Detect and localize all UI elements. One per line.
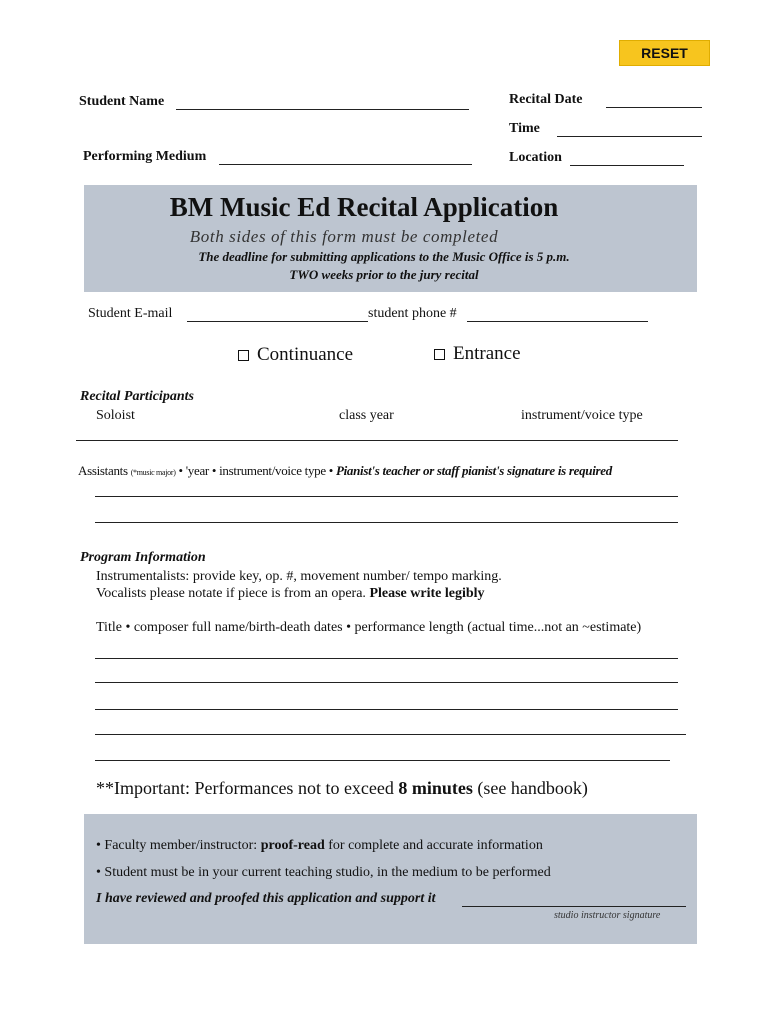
continuance-option[interactable] xyxy=(238,344,353,366)
important-note xyxy=(96,778,588,799)
time-label: Time xyxy=(509,121,540,136)
assistants-fields: • 'year • instrument/voice type • xyxy=(178,463,334,478)
faculty-line-2: • Student must be in your current teaching studio, in the medium to be performed xyxy=(96,865,551,880)
program-entry-line-5[interactable] xyxy=(95,760,670,761)
phone-label: student phone # xyxy=(368,306,457,321)
write-legibly-note: Please write legibly xyxy=(369,586,485,601)
signature-caption: studio instructor signature xyxy=(554,910,661,921)
reset-button[interactable]: RESET xyxy=(619,40,710,66)
phone-field[interactable] xyxy=(467,306,648,322)
location-label: Location xyxy=(509,150,562,165)
program-entry-line-3[interactable] xyxy=(95,709,678,710)
email-field[interactable] xyxy=(187,306,368,322)
assistants-line xyxy=(78,463,612,479)
assistant-entry-line-1[interactable] xyxy=(95,496,678,497)
soloist-entry-line[interactable] xyxy=(76,440,678,441)
student-name-field[interactable] xyxy=(176,94,469,110)
class-year-label: class year xyxy=(339,408,394,423)
banner-subtitle: Both sides of this form must be completed xyxy=(189,227,499,246)
instructor-signature-field[interactable] xyxy=(462,891,686,907)
signature-required-note: Pianist's teacher or staff pianist's signature is required xyxy=(335,463,612,478)
continuance-label: Continuance xyxy=(257,344,354,365)
participants-heading: Recital Participants xyxy=(80,389,194,404)
program-heading: Program Information xyxy=(80,550,206,565)
vocalists-note xyxy=(96,586,485,602)
entrance-label: Entrance xyxy=(453,343,521,364)
program-entry-line-1[interactable] xyxy=(95,658,678,659)
faculty-line-1-bold: proof-read xyxy=(260,838,325,853)
program-entry-line-4[interactable] xyxy=(95,734,686,735)
location-field[interactable] xyxy=(570,150,684,166)
important-suffix: (see handbook) xyxy=(477,778,588,798)
recital-date-label: Recital Date xyxy=(509,92,583,107)
entrance-checkbox[interactable] xyxy=(434,349,445,360)
faculty-line-1 xyxy=(96,838,543,854)
important-prefix: **Important: Performances not to exceed xyxy=(96,778,394,798)
vocalists-text: Vocalists please notate if piece is from an opera. xyxy=(96,586,366,601)
email-label: Student E-mail xyxy=(88,306,173,321)
page-title: BM Music Ed Recital Application xyxy=(169,192,559,222)
assistants-label: Assistants xyxy=(78,463,128,478)
student-name-label: Student Name xyxy=(79,94,165,109)
reviewed-statement: I have reviewed and proofed this application and support it xyxy=(96,891,436,906)
title-instructions: Title • composer full name/birth-death dates • performance length (actual time...not an ~estimate) xyxy=(96,620,642,635)
performing-medium-label: Performing Medium xyxy=(83,149,207,164)
faculty-line-1-suffix: for complete and accurate information xyxy=(328,838,543,853)
assistant-entry-line-2[interactable] xyxy=(95,522,678,523)
continuance-checkbox[interactable] xyxy=(238,350,249,361)
performing-medium-field[interactable] xyxy=(219,149,472,165)
program-entry-line-2[interactable] xyxy=(95,682,678,683)
entrance-option[interactable] xyxy=(434,343,521,365)
important-minutes: 8 minutes xyxy=(398,778,473,798)
deadline-line-1: The deadline for submitting applications to the Music Office is 5 p.m. xyxy=(198,249,570,264)
music-major-note: (*music major) xyxy=(130,468,176,477)
recital-date-field[interactable] xyxy=(606,92,702,108)
deadline-line-2: TWO weeks prior to the jury recital xyxy=(289,267,479,282)
time-field[interactable] xyxy=(557,121,702,137)
soloist-label: Soloist xyxy=(96,408,135,423)
faculty-line-1-prefix: • Faculty member/instructor: xyxy=(96,838,258,853)
instrumentalists-note: Instrumentalists: provide key, op. #, movement number/ tempo marking. xyxy=(96,569,502,584)
instrument-label: instrument/voice type xyxy=(521,408,643,423)
